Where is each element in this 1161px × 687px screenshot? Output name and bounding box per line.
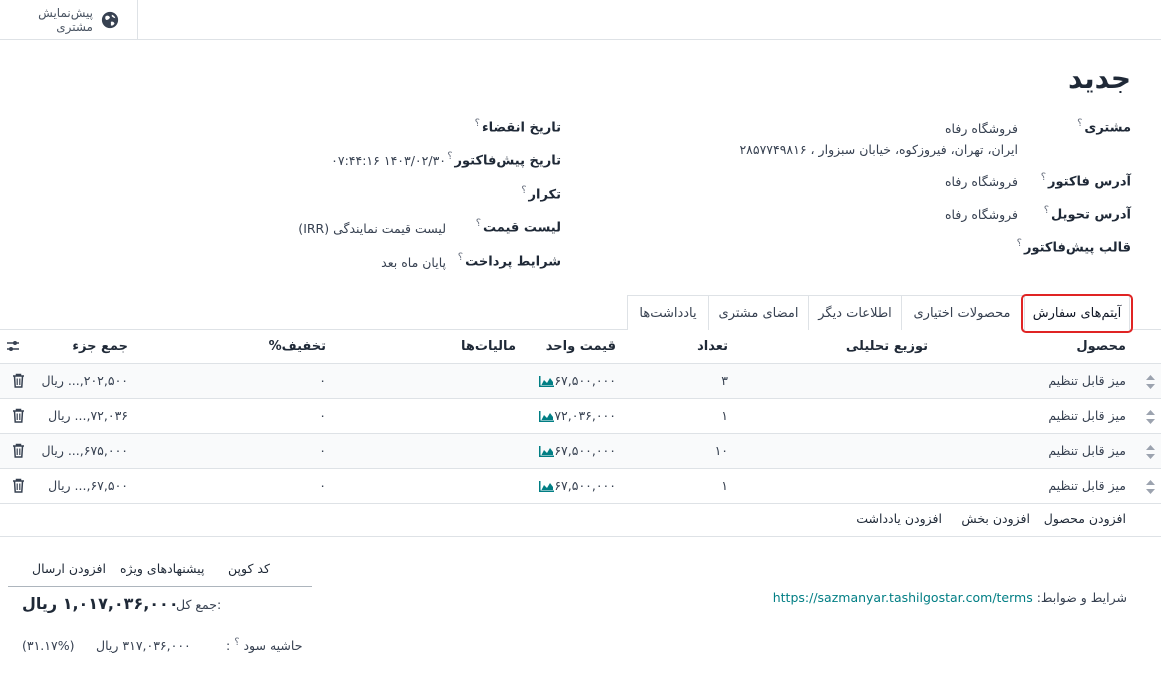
row-product[interactable]: میز قابل تنظیم bbox=[1048, 373, 1126, 388]
row-quantity[interactable]: ۱ bbox=[721, 408, 728, 423]
invoice-address-label: آدرس فاکتور؟ bbox=[1040, 172, 1131, 190]
trash-icon[interactable] bbox=[12, 443, 25, 458]
quote-template-label: قالب پیش‌فاکتور؟ bbox=[1016, 238, 1131, 256]
help-icon[interactable]: ؟ bbox=[1016, 238, 1022, 249]
row-product[interactable]: میز قابل تنظیم bbox=[1048, 478, 1126, 493]
trash-icon[interactable] bbox=[12, 478, 25, 493]
row-subtotal: ۷۲,۰۳۶,... ریال bbox=[48, 408, 128, 423]
add-shipping-button[interactable]: افزودن ارسال bbox=[32, 561, 106, 576]
row-product[interactable]: میز قابل تنظیم bbox=[1048, 408, 1126, 423]
add-line-row bbox=[0, 503, 1161, 537]
area-chart-icon[interactable] bbox=[539, 446, 554, 457]
tab-order-lines[interactable]: آیتم‌های سفارش bbox=[1024, 295, 1130, 331]
col-discount[interactable]: تخفیف% bbox=[268, 339, 326, 354]
customer-preview-button[interactable] bbox=[0, 0, 138, 40]
quote-date-field[interactable]: ۱۴۰۳/۰۲/۳۰ ۰۷:۴۴:۱۶ bbox=[331, 153, 446, 168]
col-quantity[interactable]: تعداد bbox=[697, 339, 728, 354]
drag-handle-icon[interactable] bbox=[1146, 410, 1155, 424]
help-icon[interactable]: ؟ bbox=[447, 151, 453, 162]
add-note-link[interactable]: افزودن یادداشت bbox=[856, 511, 942, 526]
column-settings-icon[interactable] bbox=[6, 339, 20, 353]
expiration-label: تاریخ انقضاء؟ bbox=[474, 118, 561, 136]
trash-icon[interactable] bbox=[12, 373, 25, 388]
table-header bbox=[0, 330, 1161, 364]
totals-actions bbox=[8, 553, 312, 587]
table-row[interactable] bbox=[0, 364, 1161, 399]
row-subtotal: ۲۰۲,۵۰۰,... ریال bbox=[41, 373, 128, 388]
quote-date-label: تاریخ پیش‌فاکتور؟ bbox=[447, 151, 561, 169]
tab-optional-products[interactable]: محصولات اختیاری bbox=[901, 295, 1023, 330]
preview-label-line2: مشتری bbox=[56, 20, 93, 34]
margin-amount: ۳۱۷,۰۳۶,۰۰۰ ریال bbox=[96, 638, 191, 653]
help-icon[interactable]: ؟ bbox=[474, 118, 480, 129]
preview-label-line1: پیش‌نمایش bbox=[38, 6, 93, 20]
margin-percent: (۳۱.۱۷%) bbox=[22, 638, 75, 653]
row-subtotal: ۶۷۵,۰۰۰,... ریال bbox=[41, 443, 128, 458]
add-product-link[interactable]: افزودن محصول bbox=[1043, 511, 1126, 526]
customer-label: مشتری؟ bbox=[1077, 118, 1131, 136]
row-discount[interactable]: ۰ bbox=[319, 408, 326, 423]
terms-link[interactable]: https://sazmanyar.tashilgostar.com/terms bbox=[772, 590, 1033, 605]
customer-name[interactable]: فروشگاه رفاه bbox=[945, 121, 1018, 136]
coupon-code-button[interactable]: کد کوپن bbox=[228, 561, 270, 576]
row-discount[interactable]: ۰ bbox=[319, 478, 326, 493]
delivery-address-label: آدرس تحویل؟ bbox=[1043, 205, 1131, 223]
notebook-tabs bbox=[0, 295, 1161, 330]
margin-label: حاشیه سود ؟ : bbox=[226, 637, 303, 654]
row-discount[interactable]: ۰ bbox=[319, 373, 326, 388]
row-quantity[interactable]: ۳ bbox=[721, 373, 728, 388]
payment-terms-label: شرایط پرداخت؟ bbox=[457, 252, 561, 270]
row-discount[interactable]: ۰ bbox=[319, 443, 326, 458]
row-unit-price[interactable]: ۶۷,۵۰۰,۰۰۰ bbox=[535, 373, 616, 388]
help-icon[interactable]: ؟ bbox=[1077, 118, 1083, 129]
customer-address: ایران، تهران، فیروزکوه، خیابان سبزوار ، ۲۸۵۷۷۴۹۸۱۶ bbox=[739, 142, 1018, 157]
page-title: جدید bbox=[1067, 62, 1131, 95]
pricelist-field[interactable]: لیست قیمت نمایندگی (IRR) bbox=[298, 221, 446, 236]
col-unit-price[interactable]: قیمت واحد bbox=[545, 339, 616, 354]
tab-highlight-annotation bbox=[1021, 294, 1133, 333]
customer-preview-label bbox=[38, 6, 93, 34]
row-unit-price[interactable]: ۶۷,۵۰۰,۰۰۰ bbox=[535, 478, 616, 493]
tab-notes[interactable]: یادداشت‌ها bbox=[627, 295, 709, 330]
tab-customer-signature[interactable]: امضای مشتری bbox=[708, 295, 809, 330]
help-icon[interactable]: ؟ bbox=[457, 252, 464, 263]
help-icon[interactable]: ؟ bbox=[521, 185, 527, 196]
table-row[interactable] bbox=[0, 434, 1161, 469]
row-unit-price[interactable]: ۷۲,۰۳۶,۰۰۰ bbox=[535, 408, 616, 423]
row-subtotal: ۶۷,۵۰۰,... ریال bbox=[48, 478, 128, 493]
help-icon[interactable]: ؟ bbox=[234, 637, 240, 648]
globe-icon bbox=[101, 11, 119, 29]
col-subtotal[interactable]: جمع جزء bbox=[72, 339, 128, 354]
total-label: جمع کل: bbox=[176, 597, 222, 612]
area-chart-icon[interactable] bbox=[539, 376, 554, 387]
delivery-address-field[interactable]: فروشگاه رفاه bbox=[945, 207, 1018, 222]
promotions-button[interactable]: پیشنهادهای ویژه bbox=[120, 561, 205, 576]
drag-handle-icon[interactable] bbox=[1146, 445, 1155, 459]
recurrence-label: تکرار؟ bbox=[521, 185, 561, 203]
total-amount: ۱,۰۱۷,۰۳۶,۰۰۰ ریال bbox=[22, 594, 179, 613]
col-product[interactable]: محصول bbox=[1076, 339, 1126, 354]
area-chart-icon[interactable] bbox=[539, 481, 554, 492]
row-quantity[interactable]: ۱ bbox=[721, 478, 728, 493]
area-chart-icon[interactable] bbox=[539, 411, 554, 422]
row-quantity[interactable]: ۱۰ bbox=[714, 443, 728, 458]
help-icon[interactable]: ؟ bbox=[475, 218, 481, 229]
terms-label: شرایط و ضوابط: bbox=[1036, 590, 1127, 605]
drag-handle-icon[interactable] bbox=[1146, 480, 1155, 494]
trash-icon[interactable] bbox=[12, 408, 25, 423]
add-section-link[interactable]: افزودن بخش bbox=[961, 511, 1030, 526]
col-taxes[interactable]: مالیات‌ها bbox=[461, 339, 516, 354]
control-panel bbox=[0, 0, 1161, 40]
table-row[interactable] bbox=[0, 399, 1161, 434]
table-row[interactable] bbox=[0, 469, 1161, 504]
pricelist-label: لیست قیمت؟ bbox=[475, 218, 561, 236]
row-product[interactable]: میز قابل تنظیم bbox=[1048, 443, 1126, 458]
col-analytic[interactable]: توزیع تحلیلی bbox=[845, 339, 928, 354]
help-icon[interactable]: ؟ bbox=[1043, 205, 1050, 216]
row-unit-price[interactable]: ۶۷,۵۰۰,۰۰۰ bbox=[535, 443, 616, 458]
invoice-address-field[interactable]: فروشگاه رفاه bbox=[945, 174, 1018, 189]
terms-and-conditions bbox=[773, 590, 1127, 605]
tab-other-info[interactable]: اطلاعات دیگر bbox=[808, 295, 902, 330]
payment-terms-field[interactable]: پایان ماه بعد bbox=[381, 255, 446, 270]
help-icon[interactable]: ؟ bbox=[1040, 172, 1047, 183]
drag-handle-icon[interactable] bbox=[1146, 375, 1155, 389]
